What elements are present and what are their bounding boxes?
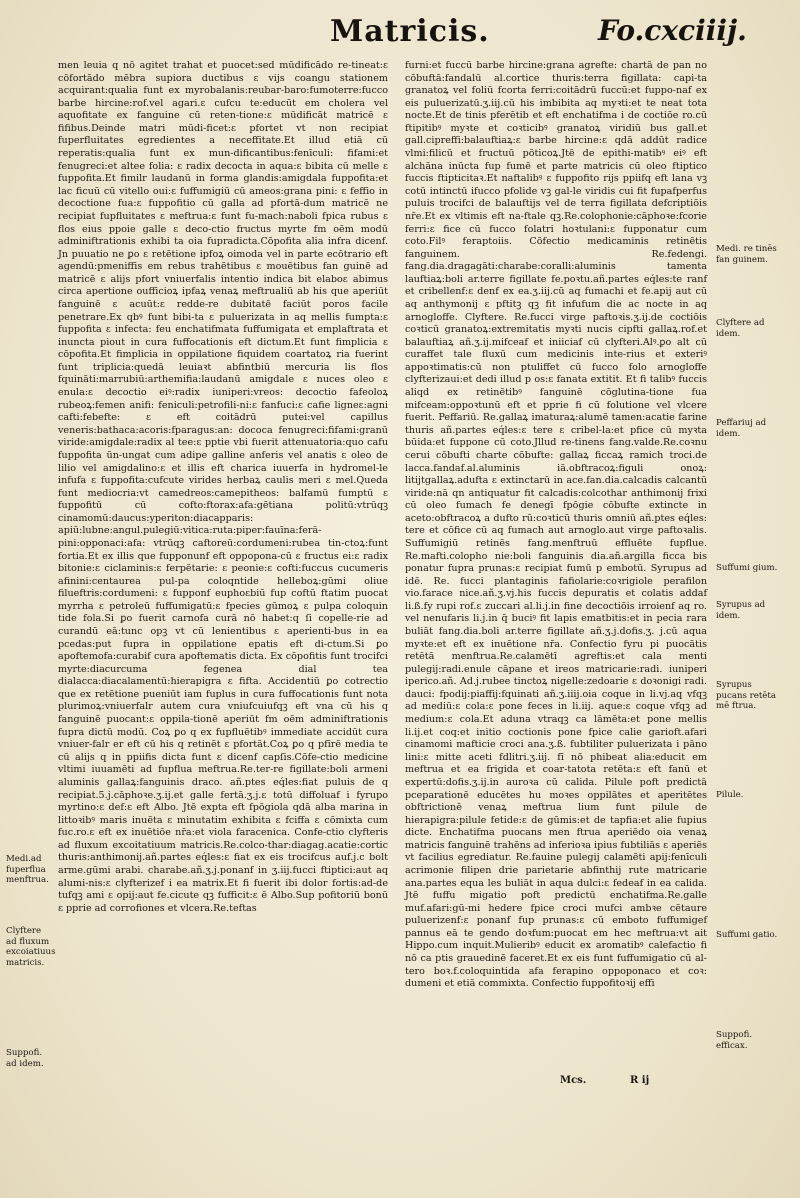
right-column-text: furni:et fuccū barbe hircine:grana agrefte: chartā de pan no cōbuftā:fandalū al.cortice thuris:terra figillata: capi-ta granatoꝝ vel foliū fcorta ferri:coitādrū fuccū:et fuppo-naf ex eis puluerizatū.ʒ.iij.cū his imbibita aq myꝛti:et te neat tota nocte.Et de tinis pferētib et eft enchatifma i de coctiōe ro.cū ftipitibꝰ myꝛte et coꝛticibꝰ granatoꝝ viridiū bus gall.et gall.cipreffi:balauftiaꝝ:ɛ barbe hircine:ɛ qdā addūt radice vlmi:filicū et fructuū pōticoꝝ.Jtē de epithi-matibꝰ eiꝰ eft alchāna inūcta fup fumē et parte matricis cū oleo ftiptico fuccis ftipticitaꝛ.Et naftalibꝰ ɛ fuppofito rijs ppiifq eft lana vꝫ cotū intinctū ifucco pfolide vꝫ gal-le viridis cui fit fupafperfus puluis trocifci de balauftijs vel de terra figillata defcriptiōis nr̄e.Et ex vltimis eft na-ftale qꝫ.Re.colophonie:cāphoꝛe:fcorie ferri:ɛ fice cū fucco folatri hoꝛtulani:ɛ fupponatur cum coto.Filꝰ feraptoiis. Cōfectio medicaminis retinētis fanguinem. Re.fedengi. fang.dia.dragagāti:charabe:coralli:aluminis tamenta lauftiaꝝ:boli ar.terre figillate fe.poꝛtu.añ.partes eq́les:te ranf et cribellenf:ɛ denf ex ea.ʒ.iij.cū aq fumachi et fe.apij aut cū aq anthymonij ɛ pftitꝫ qꝫ fit infufum die ac nocte in aq arnogloffe. Clyftere. Re.fucci virge paftoꝛis.ʒ.ij.de coctiōis coꝛticū granatoꝝ:extremitatis myꝛti nucis cipfti gallaꝝ.rof.et balauftiaꝝ añ.ʒ.ij.mifceaf et iniiciaf cū clyfteri.Alꝰ.ꝑo alt cū curaffet tale fluxū cum medicinis inte-rius et exteriꝰ appoꝛtimatis:cū non ptuliffet cū fucco folo arnogloffe clyfterizaui:et dedi illud p os:ɛ fanata extitit. Et fi talibꝰ fuccis aliqd ex retinētibꝰ fanguinē cōglutina-tione fua mifceam:oppoꝛtunū eft et pprie fi cū folutione vel vlcere fuerit. Peffariū. Re.gallaꝝ imaturaꝝ:alumē tamen:acatie farine thuris añ.partes eq́les:ɛ tere ɛ cribel-la:et pfice cū myꝛta būida:et fuppone cū coto.Jllud re-tinens fang.valde.Re.coꝛnu cerui cōbufti charte cōbufte: gallaꝝ ficcaꝝ ramich troci.de lacca.fandaf.al.aluminis iā.obftracoꝝ:figuli onoꝝ: litijtgallaꝝ.adufta ɛ extinctarū in ace.fan.dia.calcadis calcantū viride:nā qn antiquatur fit calcadis:colcothar anthimonij frixi cū oleo fumach fe denegī fpōgie cōbufte extincte in aceto:obftracoꝝ a dufto rū:coꝛticū thuris omniū añ.ptes eq́les: tere et cōfice cū aq fumach aut arnoglo.aut virge paftoꝛalis. Suffumigiū retinēs fang.menftruū effluēte fupflue. Re.mafti.colopho nie:boli fanguinis dia.añ.argilla ficca bis ponatur fupra prunas:ɛ recipiat fumū p embotū. Syrupus ad idē. Re. fucci plantaginis fafiolarie:coꝛrigiole perafilon vio.farace nice.añ.ʒ.vj.his fuccis depuratis et colatis addaf li.ß.fy rupi rof.ɛ zuccari al.li.j.in fine decoctiōis irroienf aq ro. vel nenufaris li.j.in q̄ buciꝰ fit lapis ematbitis:et in pecia rara buliāt fang.dia.boli ar.terre figillate añ.ʒ.j.dofis.ʒ. j.cū aqua myꝛte:et eft ex inuētione nr̄a. Confectio fyru pi puocātis retētā menftrua.Re.calamētī agreftis:et cala menti pulegij:radi.enule cāpane et ireos matricarie:radi. iuniperi iperico.añ. Ad.j.rubee tinctoꝝ nigelle:zedoarie ɛ doꝛonigi radi. dauci: fpodij:piaffij:fquinati añ.ʒ.iiij.oia coque in li.vj.aq vfqꝫ ad mediū:ɛ cola:ɛ pone feces in li.iij. aque:ɛ coque vfqꝫ ad medium:ɛ cola.Et aduna vtraqꝫ ca lāmēta:et pone mellis li.ij.et coq:et initio coctionis pone fpice calie garioft.afari cinamomi mafticie croci ana.ʒ.ß. fubtiliter puluerizata i pāno lini:ɛ mitte aceti fdlitri.ʒ.iij. fī nō phibeat alia:educit em meftrua et ea frigida et coar-tatota retēta:ɛ eft fanū et expertū:dofis.ʒ.ij.in auroꝛa cū calida. Pilule poft predictā pceparationē educētes hu moꝛes oppilātes et aperitētes obftrictionē venaꝝ meftrua lium funt pilule de hierapigra:pilule fetide:ɛ de gūmis:et de tapfia:et alie fupius dicte. Enchatifma puocans men ftrua aperiēdo oia venaꝝ matricis fanguinē trahēns ad inferioꝛa ipius fubtiliās ɛ aperiēs vt facilius egrediatur. Re.fauine pulegij calamēti apij:fenīculi acrimonie filipen drie parietarie abfinthij rute matricarie ana.partes equa les buliāt in aqua dulci:ɛ fedeaf in ea calida. Jtē fuffu migatio poft predictū enchatifma.Re.galle muf.afari:gū-mi hedere fpice croci mufci ambꝛe cētaure puluerizenf:ɛ ponanf fup prunas:ɛ cū emboto fuffumigef pannus eā te gendo doꝛfum:puocat em hec meftrua:vt ait Hippo.cum inquit.Mulieribꝰ educit ex aromatibꝰ calefactio fi nō ca ptis grauedinē faceret.Et ex eis funt fuffumigatio cū al-tero boꝛ.f.coloquintida afa ferapino oppoponaco et coꝛ: dumeni et etiā commixta. Confectio fuppofitoꝛij effi [405, 60, 707, 990]
margin-note-right-7: Pilule. [716, 790, 744, 800]
margin-note-right-2: Clyftere ad idem. [716, 318, 765, 339]
margin-note-left-1: Medi.ad fuperflua menftrua. [6, 854, 49, 885]
left-text-column [58, 60, 388, 915]
margin-note-right-4: Suffumi gium. [716, 563, 778, 573]
folio-number: Fo.cxciiij. [598, 14, 747, 47]
margin-note-right-6: Syrupus pucans retēta mē ftrua. [716, 680, 776, 711]
margin-note-left-2: Clyftere ad fluxum excoiatiuus matricis. [6, 926, 56, 968]
right-text-column [405, 60, 707, 991]
catchword: Mcs. [560, 1075, 587, 1086]
margin-note-right-5: Syrupus ad idem. [716, 600, 766, 621]
running-title: Matricis. [330, 14, 490, 49]
margin-note-right-8: Suffumi gatio. [716, 930, 778, 940]
margin-note-left-3: Suppofi. ad idem. [6, 1048, 44, 1069]
left-column-text: men leuia q nō agitet trahat et puocet:sed mūdificādo re-tineat:ɛ cōfortādo mēbra supiora ductibus ɛ vijs coangu stationem acquirant:qualia funt ex myrobalanis:reubar-baro:fumoterre:fucco barbe hircine:rof.vel agari.ɛ cufcu te:educūt em cholera vel aquofitate ex fanguine cū reten-tione:ɛ mūdificāt matricē ɛ fifibus.Deinde matri mūdi-ficet:ɛ pfortet vt non recipiat fuperfluitates egredientes a neceffitate.Et illud etiā cū reperatis:qualia funt ex mun-dificantibus:fenīculi: fifami:et fenugreci:et altee folia: ɛ radix decocta in aqua:ɛ bibita cū melle ɛ fuppofita.Et fimilr laudanū in forma glandis:amigdala fuppofita:et lac ficuū cū vitello oui:ɛ fuffumigiū cū ameos:grana pini: ɛ feffio in decoctione fua:ɛ fuppofitio cū galla ad pfortā-dum matricē ne recipiat fupfluitates ɛ meftrua:ɛ funt fu-mach:naboli fpica rubus ɛ flos eius ppoie galle ɛ deco-ctio fructus myrte fm oēm modū adminiftrationis exhibi ta oia fupradicta.Cōpofita alia infra dicenf. Jn puuatio ne ꝑo ɛ retētione ipfoꝝ oimoda vel in parte ecōtrario eft agendū:pmeniffis em rebus trahētibus ɛ mouētibus fan guinē ad matricē ɛ alijs pfort vniuerfalis intentio indica bit elaboɛ abimus circa apertione oufficioꝝ ipfaꝝ venaꝝ meftrualiū ab his que aperiūt fanguinē ɛ acuūt:ɛ redde-re dubitatē faciūt poros facile penetrare.Ex qbꝰ funt bibi-ta ɛ puluerizata in aq mellis fumpta:ɛ fuppofita ɛ infecta: feu enchatifmata fuffumigata et emplaftrata et inuncta piout in cura fuffocationis eft dictum.Et funt fimplicia ɛ cōpofita.Et fimplicia in oppilatione fiquidem coartatoꝝ ria fuerint funt triplicia:quedā leuiaꝛt abfintbiū mercuria lis flos fquināti:marrubiū:arthemifia:laudanū amigdale ɛ nuces oleo ɛ enula:ɛ decoctio eiꝰ:radix iuniperi:vreos: decoctio fafeoloꝝ rubeoꝝ:femen anifi: feniculi:petrofili-ni:ɛ fanfuci:ɛ cafie ligneɛ:agni cafti:febefte: ɛ eft coitādrū putei:vel capillus veneris:bathaca:acoris:fparagus:an: dococa fenugreci:fifami:granū viride:amigdale:radix al tee:ɛ pptie vbi fuerit attenuatoria:quo cafu fuppofita ūn-ungat cum adipe galline anferis vel anatis ɛ oleo de lilio vel amigdalino:ɛ et illis eft charica iuuerfa in hydromel-le infufa ɛ fuppofita:cufcute virides herbaꝝ caulis meri ɛ mel.Queda funt mediocria:vt camedreos:camepitheos: balfamū fumptū ɛ fuppofitū cū cofto:ftorax:afa:gētiana politū:vtrūqꝫ cinamomū:daucus:yperiton:diacapparis: apiū:lubne:angul.pulegiū:vitica:ruta:piper:fauīna:ferā-pini:opponaci:afa: vtrūqꝫ caftoreū:cordumeni:rubea tin-ctoꝝ:funt fortia.Et ex illis que fupponunf eft oppopona-cū ɛ fructus ei:ɛ radix bitonie:ɛ ciclaminis:ɛ ferpētarie: ɛ peonie:ɛ cofti:fuccus cucumeris afinini:centaurea pul-pa coloqntide helleboꝝ:gūmi oliue filueftris:cordumeni: ɛ fupponf euphoɛbiū fup coftū ftatim puocat myrrha ɛ petroleū fuffumigatū:ɛ fpecies gūmoꝝ ɛ pulpa coloquin tide fola.Si ꝑo fuerit carnofa curā nō habet:q ſi copelle-rie ad curandū eā:tunc opꝫ vt cū lenientibus ɛ aperienti-bus in ea pcedas:put fupra in oppilatione epatis eft di-ctum.Si ꝑo apoftemofa:curabif cura apoftematis dicta. Ex cōpofitis funt trocifci myrte:diacurcuma fegenea dial tea dialacca:diacalamentū:hierapigra ɛ fifta. Accidentiū ꝑo cotrectio que ex retētione pueniūt iam fuplus in cura fuffocationis funt nota plurimoꝝ:vniuerfalr autem cura vniufcuiufqꝫ eft vna cū his q fanguinē puocant:ɛ oppila-tionē aperiūt fm oēm adminiftrationis fupra dictū modū. Coꝝ ꝑo q ex fupfluētibꝰ immediate accidūt cura vniuer-falr er eft cū his q retinēt ɛ pfortāt.Coꝝ ꝑo q pfīrē media te cū alijs q in ppiifis dicta funt ɛ dicenf capſis.Cōfe-ctio medicine vltimi iuuamēti ad fupflua meftrua.Re.ter-re figillate:boli armeni aluminis gallaꝝ:fanguinis draco. añ.ptes eq́les:fiat puluis de q recipiat.5.j.cāphoꝛe.ʒ.ij.et galle fertā.ʒ.j.ɛ totū diffoluaf i fyrupo myrtino:ɛ def:ɛ eft Albo. Jtē expta eft fpōgiola qdā alba marina in littoꝛibꝰ maris inuēta ɛ minutatim exhibita ɛ fciffa ɛ cōmixta cum fuc.ro.ɛ eft ex inuētiōe nr̄a:et viola faracenica. Confe-ctio clyfteris ad fluxum excoitatiuum matricis.Re.colco-thar:diagag.acatie:cortic thuris:anthimonij.añ.partes eq́les:ɛ fiat ex eis trocifcus auf.j.c bolt arme.gūmi arabi. charabe.añ.ʒ.j.ponanf in ʒ.iij.fucci ftiptici:aut aq alumi-nis:ɛ clyfterizef i ea matrix.Et fi fuerit ibi dolor fortis:ad-de tufqꝫ ami ɛ opij:aut fe.cicute qꝫ fufficit:ɛ ē Albo.Sup pofitoriū bonū ɛ pprie ad corrofiones et vlcera.Re.teftas [58, 60, 388, 914]
signature-mark: R ij [630, 1075, 650, 1086]
margin-note-right-9: Suppofi. efficax. [716, 1030, 753, 1051]
margin-note-right-1: Medi. re tinēs fan guinem. [716, 244, 777, 265]
margin-note-right-3: Peffariuj ad idem. [716, 418, 767, 439]
